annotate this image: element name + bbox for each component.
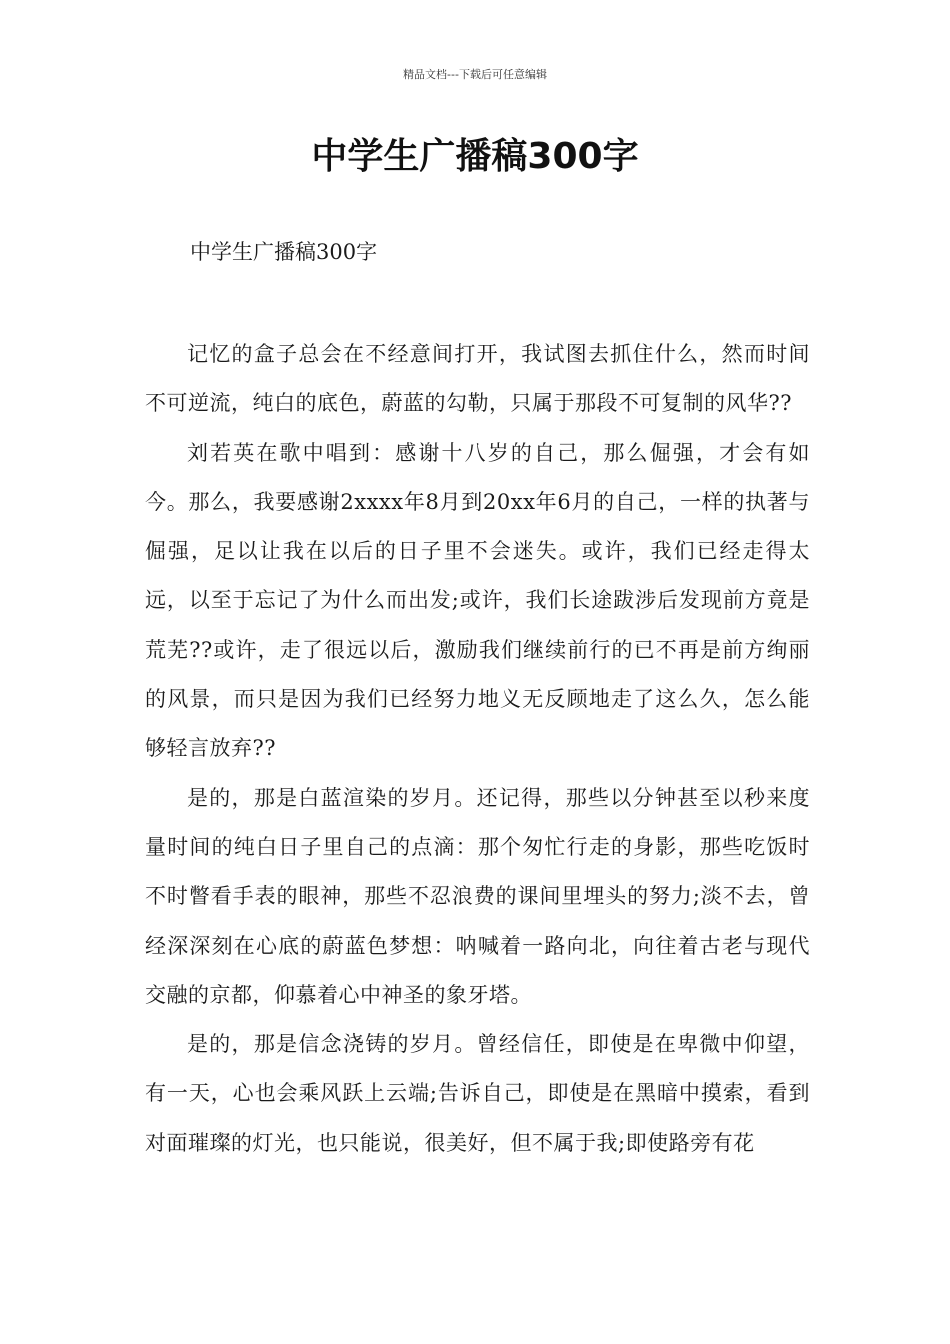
- paragraph-3: 是的，那是白蓝渲染的岁月。还记得，那些以分钟甚至以秒来度量时间的纯白日子里自己的点滴：那个匆忙行走的身影，那些吃饭时不时瞥看手表的眼神，那些不忍浪费的课间里埋头的努力;淡不去，曾经深深刻在心底的蔚蓝色梦想：呐喊着一路向北，向往着古老与现代交融的京都，仰慕着心中神圣的象牙塔。: [145, 785, 810, 1007]
- header-note: 精品文档---下载后可任意编辑: [403, 68, 547, 81]
- document-body: [145, 330, 810, 1168]
- paragraph-2: 刘若英在歌中唱到：感谢十八岁的自己，那么倔强，才会有如今。那么，我要感谢2xxxx年8月到20xx年6月的自己，一样的执著与倔强，足以让我在以后的日子里不会迷失。或许，我们已经走得太远，以至于忘记了为什么而出发;或许，我们长途跋涉后发现前方竟是荒芜??或许，走了很远以后，激励我们继续前行的已不再是前方绚丽的风景，而只是因为我们已经努力地义无反顾地走了这么久，怎么能够轻言放弃??: [145, 440, 810, 761]
- document-title: 中学生广播稿300字: [311, 136, 639, 177]
- paragraph-4: 是的，那是信念浇铸的岁月。曾经信任，即使是在卑微中仰望，有一天，心也会乘风跃上云端;告诉自己，即使是在黑暗中摸索，看到对面璀璨的灯光，也只能说，很美好，但不属于我;即使路旁有花: [145, 1032, 810, 1155]
- document-subtitle: 中学生广播稿300字: [190, 240, 378, 264]
- paragraph-1: 记忆的盒子总会在不经意间打开，我试图去抓住什么，然而时间不可逆流，纯白的底色，蔚蓝的勾勒，只属于那段不可复制的风华??: [145, 342, 810, 416]
